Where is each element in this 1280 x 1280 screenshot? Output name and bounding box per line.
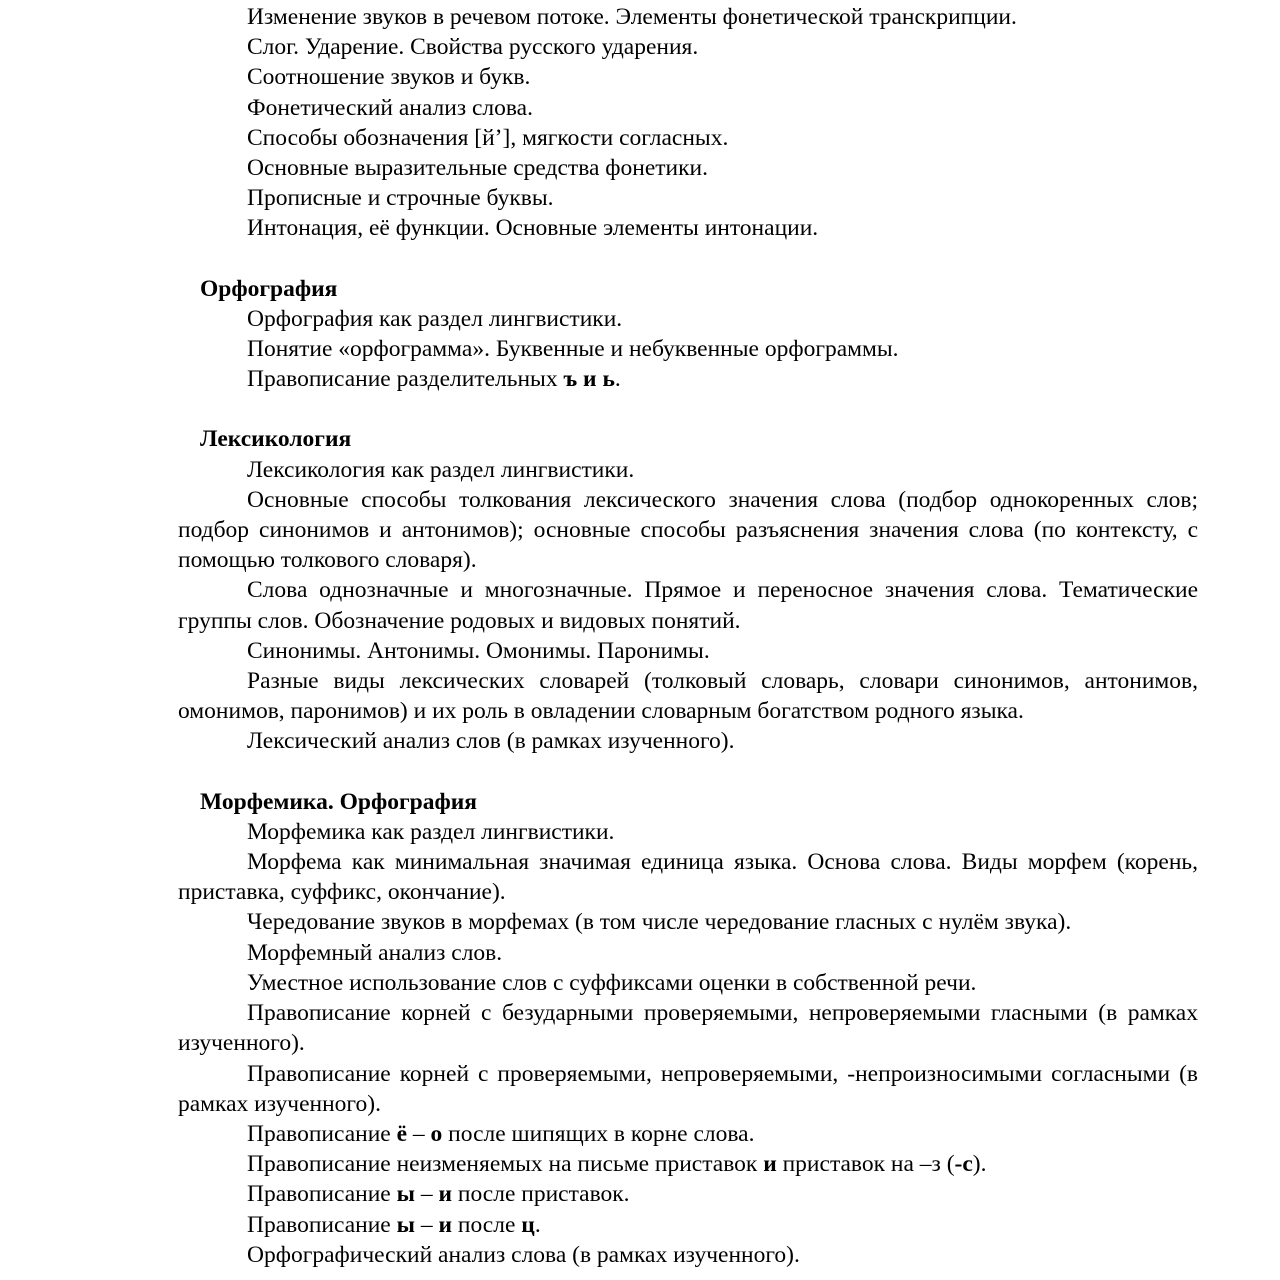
emphasized-letter: и [763, 1151, 777, 1178]
paragraph: Прописные и строчные буквы. [247, 185, 554, 212]
emphasized-letter: ы [396, 1181, 415, 1208]
paragraph: Разные виды лексических словарей (толковый словарь, словари синонимов, антонимов, омонимов, паронимов) и их роль в овладении словарным богатством родного языка. [178, 668, 1198, 725]
section-heading: Лексикология [200, 426, 352, 453]
section-orfografiya [178, 274, 1198, 395]
paragraph-with-emphasis: Правописание ы – и после приставок. [247, 1181, 630, 1208]
paragraph: Правописание корней с проверяемыми, непроверяемыми, -непроизносимыми согласными (в рамках изученного). [178, 1060, 1198, 1117]
paragraph: Интонация, её функции. Основные элементы интонации. [247, 215, 819, 242]
paragraph: Морфема как минимальная значимая единица языка. Основа слова. Виды морфем (корень, приставка, суффикс, окончание). [178, 849, 1198, 906]
paragraph: Морфемный анализ слов. [247, 939, 503, 966]
paragraph-with-emphasis: Правописание разделительных ъ и ь. [247, 366, 621, 393]
paragraph: Орфография как раздел лингвистики. [247, 305, 623, 332]
paragraph: Орфографический анализ слова (в рамках изученного). [247, 1241, 800, 1268]
section-heading: Морфемика. Орфография [200, 788, 477, 815]
emphasized-letter: и [583, 366, 597, 393]
paragraph-with-emphasis: Правописание ё – о после шипящих в корне слова. [247, 1120, 755, 1147]
section-heading: Орфография [200, 275, 338, 302]
paragraph: Основные выразительные средства фонетики. [247, 155, 708, 182]
paragraph: Лексикология как раздел лингвистики. [247, 456, 635, 483]
paragraph-with-emphasis: Правописание неизменяемых на письме приставок и приставок на –з (-с). [247, 1151, 987, 1178]
paragraph-with-emphasis: Правописание ы – и после ц. [247, 1211, 541, 1238]
document-body [178, 0, 1198, 1270]
paragraph: Основные способы толкования лексического значения слова (подбор однокоренных слов; подбор синонимов и антонимов); основные способы разъяснения значения слова (по контексту, с помощью толкового словаря). [178, 486, 1198, 574]
paragraph: Соотношение звуков и букв. [247, 64, 531, 91]
emphasized-letter: ь [602, 366, 615, 393]
paragraph: Слог. Ударение. Свойства русского ударения. [247, 34, 699, 61]
emphasized-letter: ц [521, 1211, 535, 1238]
emphasized-letter: о [430, 1120, 443, 1147]
paragraph: Фонетический анализ слова. [247, 94, 533, 121]
paragraph: Понятие «орфограмма». Буквенные и небуквенные орфограммы. [247, 336, 899, 363]
section-leksikologiya [178, 424, 1198, 756]
paragraph: Морфемика как раздел лингвистики. [247, 818, 615, 845]
emphasized-letter: ы [396, 1211, 415, 1238]
paragraph: Правописание корней с безударными проверяемыми, непроверяемыми гласными (в рамках изученного). [178, 1000, 1198, 1057]
paragraph: Способы обозначения [й’], мягкости согласных. [247, 124, 729, 151]
emphasized-letter: и [438, 1181, 453, 1208]
emphasized-letter: ъ [563, 366, 578, 393]
paragraph: Изменение звуков в речевом потоке. Элементы фонетической транскрипции. [247, 4, 1017, 30]
section-morfemika-orfografiya [178, 787, 1198, 1270]
paragraph: Лексический анализ слов (в рамках изученного). [247, 728, 735, 755]
paragraph: Синонимы. Антонимы. Омонимы. Паронимы. [247, 637, 710, 664]
section-fonetika-continued [178, 2, 1198, 244]
paragraph: Чередование звуков в морфемах (в том числе чередование гласных с нулём звука). [247, 909, 1072, 936]
paragraph: Слова однозначные и многозначные. Прямое и переносное значения слова. Тематические группы слов. Обозначение родовых и видовых понятий. [178, 577, 1198, 634]
emphasized-letter: и [438, 1211, 453, 1238]
paragraph: Уместное использование слов с суффиксами оценки в собственной речи. [247, 969, 977, 996]
emphasized-letter: ё [396, 1120, 408, 1147]
emphasized-letter: -с [954, 1151, 973, 1178]
